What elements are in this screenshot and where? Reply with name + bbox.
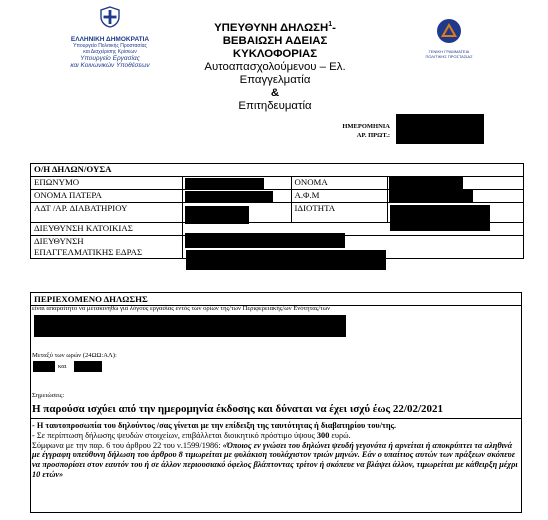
father-label: ΟΝΟΜΑ ΠΑΤΕΡΑ — [31, 190, 183, 203]
title-line-1: ΥΠΕΥΘΥΝΗ ΔΗΛΩΣΗ — [214, 21, 329, 34]
title-line-5: Επαγγελματία — [239, 73, 311, 86]
rule-law-intro: Σύμφωνα με την παρ. 6 του άρθρου 22 του ν.1599/1986: — [32, 440, 223, 450]
capacity-label: ΙΔΙΟΤΗΤΑ — [291, 203, 388, 223]
notes-label: Σημειώσεις: — [32, 392, 65, 399]
surname-label: ΕΠΩΝΥΜΟ — [31, 177, 183, 190]
movement-text: είναι απαραίτητο να μετακινηθώ για λόγους εργασίας εντός των ορίων της/των Περιφερειακής/ων Ενότητας/των — [32, 305, 331, 312]
work-address-label-2: ΕΠΑΓΓΕΛΜΑΤΙΚΗΣ ΕΔΡΑΣ — [34, 247, 143, 257]
redacted-date-protocol — [396, 114, 484, 144]
title-line-6: & — [270, 86, 280, 99]
gp-line-1: ΓΕΝΙΚΗ ΓΡΑΜΜΑΤΕΙΑ — [428, 49, 470, 54]
content-title: ΠΕΡΙΕΧΟΜΕΝΟ ΔΗΛΩΣΗΣ — [31, 293, 521, 306]
id-label: ΑΔΤ /ΑΡ. ΔΙΑΒΑΤΗΡΙΟΥ — [31, 203, 183, 223]
redacted-capacity — [390, 205, 490, 231]
ministry-logo — [54, 6, 166, 69]
greek-crest-icon — [99, 6, 121, 28]
redacted-region — [34, 315, 346, 337]
document-title — [180, 18, 370, 113]
redacted-surname — [185, 178, 264, 189]
rule-fine-currency: ευρώ. — [329, 430, 351, 440]
title-line-7: Επιτηδευματία — [238, 99, 312, 112]
ministry-line-5: και Κοινωνικών Υποθέσεων — [70, 62, 150, 69]
redacted-id — [185, 206, 249, 224]
redacted-hour-from — [33, 361, 55, 372]
rules-block — [32, 421, 520, 480]
redacted-afm — [389, 190, 473, 203]
redacted-home-address — [185, 233, 345, 248]
ministry-line-2: Υπουργείο Πολιτικής Προστασίας — [73, 43, 147, 49]
rule-fine-text: - Σε περίπτωση δήλωσης ψευδών στοιχείων, επιβάλλεται διοικητικό πρόστιμο ύψους — [32, 430, 317, 440]
rule-identity: - Η ταυτοπροσωπία του δηλούντος /σας γίνεται με την επίδειξη της ταυτότητας ή διαβατηρίου του/της. — [32, 421, 397, 430]
rule-law-quote: «Όποιος εν γνώσει του δηλώνει ψευδή γεγονότα ή αρνείται ή αποκρύπτει τα αληθινά με έγγραφη υπεύθυνη δήλωση του άρθρου 8 τιμωρείται με φυλάκιση τουλάχιστον τριών μηνών. Εάν ο υπαίτιος αυτών των πράξεων σκόπευε να προσπορίσει στον εαυτόν του ή σε άλλον περιουσιακό όφελος βλάπτοντας τρίτον ή σκόπευε να βλάψει άλλον, τιμωρείται με κάθειρξη μέχρι 10 ετών» — [32, 440, 518, 479]
name-label: ΟΝΟΜΑ — [291, 177, 388, 190]
ministry-line-4: Υπουργείο Εργασίας — [80, 55, 140, 62]
title-line-2: ΒΕΒΑΙΩΣΗ ΑΔΕΙΑΣ — [222, 34, 328, 47]
work-address-label-1: ΔΙΕΥΘΥΝΣΗ — [34, 236, 84, 246]
gp-line-2: ΠΟΛΙΤΙΚΗΣ ΠΡΟΣΤΑΣΙΑΣ — [425, 54, 473, 59]
civil-protection-logo — [418, 18, 480, 59]
civil-protection-icon — [436, 18, 462, 44]
title-dash: - — [332, 21, 336, 34]
redacted-hour-to — [74, 361, 102, 372]
ministry-line-3: και Διαχείρισης Κρίσεων — [83, 49, 137, 55]
and-word: και — [58, 363, 67, 370]
work-address-label — [31, 236, 183, 259]
divider — [30, 418, 522, 419]
validity-statement: Η παρούσα ισχύει από την ημερομηνία έκδοσης και δύναται να έχει ισχύ έως 22/02/2021 — [32, 403, 444, 415]
redacted-name — [389, 176, 463, 191]
title-line-3: ΚΥΚΛΟΦΟΡΙΑΣ — [232, 47, 318, 60]
rule-fine-amount: 300 — [316, 430, 330, 440]
declarant-title: Ο/Η ΔΗΛΩΝ/ΟΥΣΑ — [31, 164, 524, 177]
protocol-label: ΑΡ. ΠΡΩΤ.: — [356, 132, 390, 139]
redacted-work-address — [186, 250, 386, 270]
redacted-father — [185, 191, 273, 202]
rule-fine — [32, 431, 520, 441]
title-line-4: Αυτοαπασχολούμενου – Ελ. — [204, 60, 346, 73]
title-footnote: 1 — [328, 21, 333, 28]
ministry-line-1: ΕΛΛΗΝΙΚΗ ΔΗΜΟΚΡΑΤΙΑ — [70, 36, 150, 43]
rule-law — [32, 441, 520, 480]
date-label: ΗΜΕΡΟΜΗΝΙΑ — [342, 123, 390, 130]
afm-label: Α.Φ.Μ — [291, 190, 388, 203]
home-address-label: ΔΙΕΥΘΥΝΣΗ ΚΑΤΟΙΚΙΑΣ — [31, 223, 183, 236]
hours-label: Μεταξύ των ωρών (24ΩΩ:ΑΛ): — [32, 352, 117, 359]
